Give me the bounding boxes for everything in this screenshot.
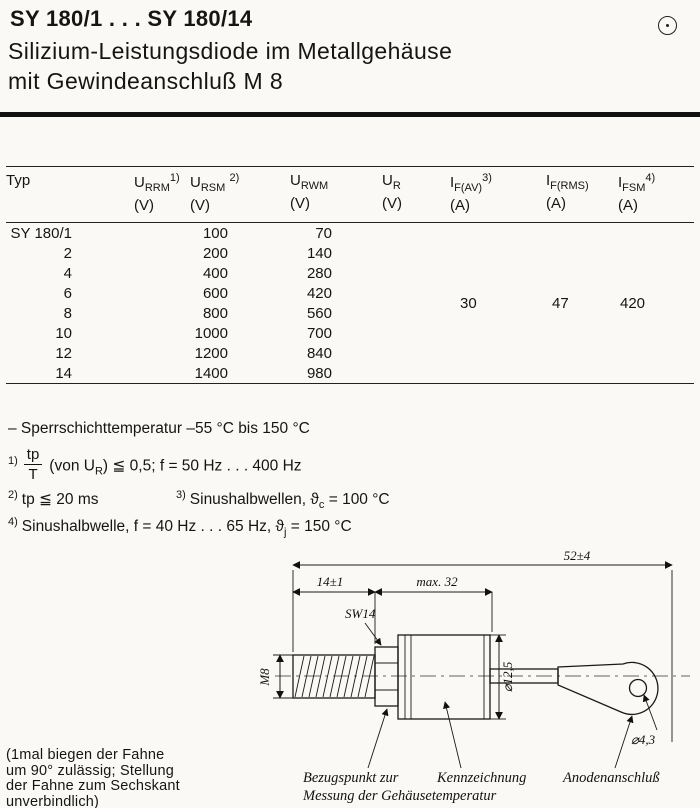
urrm-value: 200	[202, 244, 228, 262]
ifsm-value: 420	[620, 294, 646, 312]
table-header-row	[6, 167, 694, 223]
type-cell: SY 180/1	[10, 224, 72, 242]
body-cylinder	[398, 635, 490, 719]
reference-point-label	[302, 709, 497, 804]
tp-over-T-fraction: $\frac{tp}{T}$	[24, 446, 43, 483]
ref-label-line-2: Messung der Gehäusetemperatur	[303, 788, 497, 804]
dim-body-length	[375, 574, 492, 632]
col-header-urwm: $U_{RWM}$ (V)	[290, 167, 382, 223]
body-diameter-label: ⌀12,5	[500, 661, 515, 693]
hex-nut	[375, 647, 398, 706]
ifrms-value: 47	[552, 294, 569, 312]
page-title: SY 180/1 . . . SY 180/14	[10, 6, 253, 31]
dim-body-label: max. 32	[416, 574, 458, 589]
spec-table	[6, 166, 694, 384]
col-header-typ: Typ	[6, 167, 134, 223]
dim-overall	[293, 548, 672, 742]
remark-line-2: um 90° zulässig; Stellung	[6, 762, 174, 779]
type-cell: 6	[63, 284, 72, 302]
remark-line-3: der Fahne zum Sechskant	[6, 778, 180, 794]
diode-outline-drawing	[225, 546, 700, 808]
hole-diameter-label: ⌀4,3	[631, 732, 656, 747]
footnote-2: $^{2)}$ tp ≦ 20 ms	[8, 489, 99, 509]
urrm-value: 100	[202, 224, 228, 242]
urwm-value: 700	[306, 324, 332, 342]
page-subtitle	[8, 36, 452, 96]
header-divider	[0, 112, 700, 117]
marker-dot	[666, 24, 670, 28]
type-cell: 10	[55, 324, 72, 342]
urrm-value: 1200	[194, 344, 228, 362]
anode-label-text: Anodenanschluß	[563, 770, 660, 786]
page-marker-icon	[658, 16, 677, 35]
marking-label	[436, 702, 526, 786]
urrm-value: 1400	[194, 364, 228, 382]
urwm-value: 70	[315, 224, 332, 242]
footnotes-2-3	[8, 489, 390, 511]
type-cell: 12	[55, 344, 72, 362]
urrm-value: 1000	[194, 324, 228, 342]
remark-line-4: unverbindlich)	[6, 793, 100, 808]
urrm-value: 400	[202, 264, 228, 282]
thread-size-label: M8	[257, 668, 272, 686]
urrm-value: 800	[202, 304, 228, 322]
urwm-value: 560	[306, 304, 332, 322]
col-header-ur: $U_R$ (V)	[382, 167, 450, 223]
dim-thread-size	[257, 655, 293, 698]
anode-hole	[630, 680, 647, 697]
subtitle-line-2: mit Gewindeanschluß M 8	[8, 68, 284, 94]
subtitle-line-1: Silizium-Leistungsdiode im Metallgehäuse	[8, 38, 453, 64]
marking-label-text: Kennzeichnung	[437, 770, 527, 786]
urwm-value: 140	[306, 244, 332, 262]
col-header-ifav: $I_{F(AV)}^{3)}$ (A)	[450, 167, 546, 223]
thread-hatch	[295, 656, 374, 697]
col-header-ursm: $U_{RSM}$ $^{2)}$ (V)	[190, 167, 290, 223]
dim-body-diameter	[490, 635, 515, 719]
urwm-value: 420	[306, 284, 332, 302]
wrench-size-callout	[345, 606, 381, 645]
type-cell: 4	[63, 264, 72, 282]
type-cell: 8	[63, 304, 72, 322]
footnote-3: $^{3)}$ Sinushalbwellen, $ϑ_c = 100$ °C	[176, 489, 390, 512]
urwm-value: 840	[306, 344, 332, 362]
wrench-size-label: SW14	[345, 606, 376, 621]
urrm-value: 600	[202, 284, 228, 302]
col-header-ifsm: $I_{FSM}^{4)}$ (A)	[618, 167, 694, 223]
footnote-1: $^{1)}$ $\frac{tp}{T}$ (von $U_R$) ≦ 0,5; f = 50 Hz . . . 400 Hz	[8, 446, 302, 483]
table-row	[6, 223, 694, 244]
anode-tab	[558, 662, 658, 714]
col-header-ifrms: $I_{F(RMS)}$ (A)	[546, 167, 618, 223]
ref-label-line-1: Bezugspunkt zur	[303, 770, 399, 786]
ifav-value: 30	[460, 294, 477, 312]
threaded-stud	[293, 655, 375, 698]
remark-line-1: (1mal biegen der Fahne	[6, 747, 165, 763]
junction-temp-note: – Sperrschichttemperatur –55 °C bis 150 °C	[8, 420, 310, 437]
bend-remark	[6, 748, 180, 808]
anode-connection-label	[562, 716, 660, 786]
urwm-value: 980	[306, 364, 332, 382]
type-cell: 2	[63, 244, 72, 262]
footnote-4: $^{4)}$ Sinushalbwelle, f = 40 Hz . . . 65 Hz, $ϑ_j = 150$ °C	[8, 516, 352, 539]
dim-thread-label: 14±1	[316, 574, 344, 589]
urwm-value: 280	[306, 264, 332, 282]
dim-overall-label: 52±4	[563, 548, 591, 563]
type-cell: 14	[55, 364, 72, 382]
col-header-urrm: $U_{RRM}^{1)}$ (V)	[134, 167, 190, 223]
